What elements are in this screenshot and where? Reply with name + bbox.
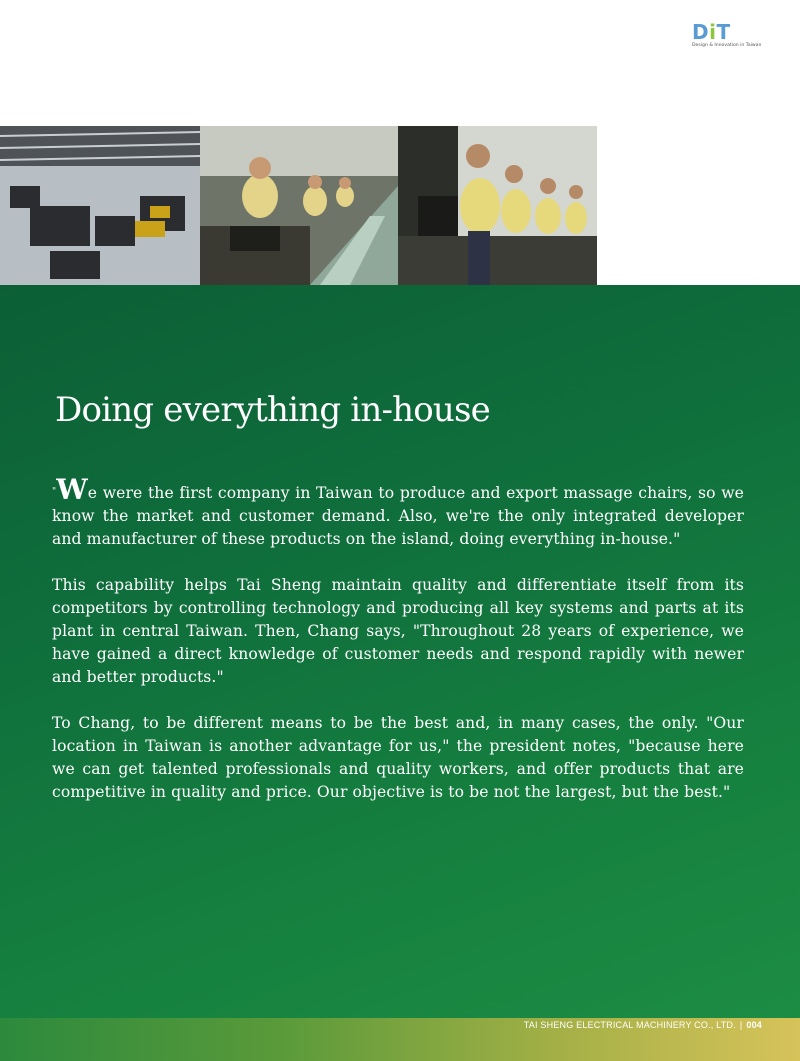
- paragraph-3: To Chang, to be different means to be the best and, in many cases, the only. "Our location in Taiwan is another advantage for us," the president notes, "because here we can get talented professionals and quality workers, and offer products that are competitive in quality and price. Our objective is to be not the largest, but the best.": [52, 714, 744, 801]
- opening-quote: ": [52, 487, 57, 497]
- paragraph-1: [52, 473, 744, 551]
- article-title: Doing everything in-house: [55, 390, 490, 430]
- logo-mark: DiT: [692, 20, 731, 44]
- assembly-line-photo: [200, 126, 398, 285]
- logo-tagline: Design & Innovation in Taiwan: [692, 43, 762, 48]
- dit-logo: [692, 22, 772, 48]
- footer-separator: |: [739, 1020, 743, 1030]
- drop-cap: W: [56, 473, 88, 506]
- factory-floor-photo: [0, 126, 200, 285]
- paragraph-1-text: e were the first company in Taiwan to produce and export massage chairs, so we know the market and customer demand. Also, we're the only integrated developer and manufacturer of these products on the island, doing everything in-house.": [52, 484, 744, 548]
- page-number: 004: [746, 1020, 762, 1030]
- article-body: [52, 473, 744, 827]
- footer-company: TAI SHENG ELECTRICAL MACHINERY CO., LTD.: [523, 1020, 736, 1030]
- factory-photo-strip: [0, 126, 597, 285]
- paragraph-2: This capability helps Tai Sheng maintain quality and differentiate itself from its competitors by controlling technology and producing all key systems and parts at its plant in central Taiwan. Then, Chang says, "Throughout 28 years of experience, we have gained a direct knowledge of customer needs and respond rapidly with newer and better products.": [52, 576, 744, 686]
- workers-photo: [398, 126, 597, 285]
- footer: [524, 1020, 762, 1030]
